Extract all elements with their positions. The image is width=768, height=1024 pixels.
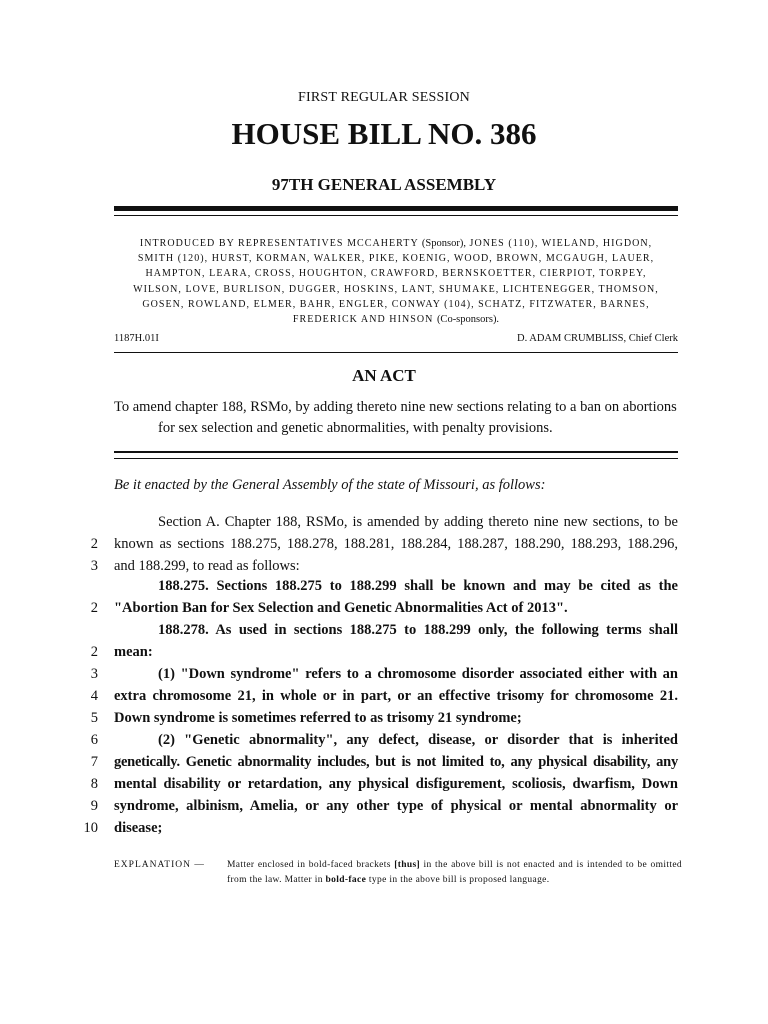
body-line-9: extra chromosome 21, in whole or in part, or an effective trisomy for chromosome 21. (114, 688, 678, 704)
header-rule-thin (114, 215, 678, 216)
line-number: 9 (90, 798, 98, 814)
line-number: 2 (90, 644, 98, 660)
bill-title: HOUSE BILL NO. 386 (231, 116, 537, 151)
line-number: 2 (90, 536, 98, 552)
body-line-15: disease; (114, 820, 163, 836)
sponsors-line-6: FREDERICK AND HINSON (Co-sponsors). (292, 314, 500, 326)
sponsors-block (110, 236, 682, 327)
explanation-text: Matter enclosed in bold-faced brackets [thus] in the above bill is not enacted and is intended to be omitted from the law. Matter in bold-face type in the above bill is proposed language. (227, 860, 682, 885)
body-line-3: and 188.299, to read as follows: (114, 558, 300, 574)
line-number: 7 (90, 754, 98, 770)
bill-code: 1187H.01I (114, 333, 159, 344)
act-rule-thin (114, 458, 678, 459)
body-line-7: mean: (114, 644, 153, 660)
act-purpose-line-2: for sex selection and genetic abnormalities, with penalty provisions. (158, 420, 553, 436)
line-number: 2 (90, 600, 98, 616)
line-number: 3 (90, 666, 98, 682)
body-line-13: mental disability or retardation, any physical disfigurement, scoliosis, dwarfism, Down (114, 776, 678, 792)
body-line-10: Down syndrome is sometimes referred to as trisomy 21 syndrome; (114, 710, 522, 726)
header-rule-thick (114, 206, 678, 211)
act-rule-thick (114, 451, 678, 453)
sponsors-line-5: GOSEN, ROWLAND, ELMER, BAHR, ENGLER, CONWAY (104), SCHATZ, FITZWATER, BARNES, (142, 298, 650, 310)
assembly-label: 97TH GENERAL ASSEMBLY (271, 175, 497, 194)
line-number: 6 (90, 732, 98, 748)
body-line-6: 188.278. As used in sections 188.275 to 188.299 only, the following terms shall (158, 622, 678, 638)
body-line-5: "Abortion Ban for Sex Selection and Genetic Abnormalities Act of 2013". (114, 600, 568, 616)
enacting-clause: Be it enacted by the General Assembly of the state of Missouri, as follows: (114, 477, 546, 493)
body-line-2: known as sections 188.275, 188.278, 188.281, 188.284, 188.287, 188.290, 188.293, 188.296, (114, 536, 678, 552)
line-number: 8 (90, 776, 98, 792)
line-number: 3 (90, 558, 98, 574)
explanation-label: EXPLANATION — (114, 860, 205, 870)
line-number: 10 (83, 820, 98, 836)
body-line-12: genetically. Genetic abnormality includes, but is not limited to, any physical disability, any (114, 754, 678, 770)
line-number: 5 (90, 710, 98, 726)
body-line-8: (1) "Down syndrome" refers to a chromosome disorder associated either with an (158, 666, 678, 682)
body-line-14: syndrome, albinism, Amelia, or any other type of physical or mental abnormality or (114, 798, 678, 814)
act-purpose (114, 397, 680, 439)
body-line-4: 188.275. Sections 188.275 to 188.299 shall be known and may be cited as the (158, 578, 678, 594)
line-number: 4 (90, 688, 98, 704)
body-line-11: (2) "Genetic abnormality", any defect, disease, or disorder that is inherited (158, 732, 678, 748)
body-line-1: Section A. Chapter 188, RSMo, is amended by adding thereto nine new sections, to be (158, 514, 678, 530)
sponsors-line-3: HAMPTON, LEARA, CROSS, HOUGHTON, CRAWFORD, BERNSKOETTER, CIERPIOT, TORPEY, (145, 268, 647, 280)
meta-rule (114, 352, 678, 353)
sponsors-line-4: WILSON, LOVE, BURLISON, DUGGER, HOSKINS, LANT, SHUMAKE, LICHTENEGGER, THOMSON, (133, 283, 659, 295)
session-label: FIRST REGULAR SESSION (298, 90, 470, 105)
sponsors-line-1: INTRODUCED BY REPRESENTATIVES MCCAHERTY (Sponsor), JONES (110), WIELAND, HIGDON, (139, 238, 653, 249)
chief-clerk: D. ADAM CRUMBLISS, Chief Clerk (516, 333, 678, 344)
act-heading: AN ACT (352, 366, 416, 385)
act-purpose-line-1: To amend chapter 188, RSMo, by adding thereto nine new sections relating to a ban on abortions (114, 399, 677, 415)
sponsors-line-2: SMITH (120), HURST, KORMAN, WALKER, PIKE, KOENIG, WOOD, BROWN, MCGAUGH, LAUER, (137, 253, 655, 265)
